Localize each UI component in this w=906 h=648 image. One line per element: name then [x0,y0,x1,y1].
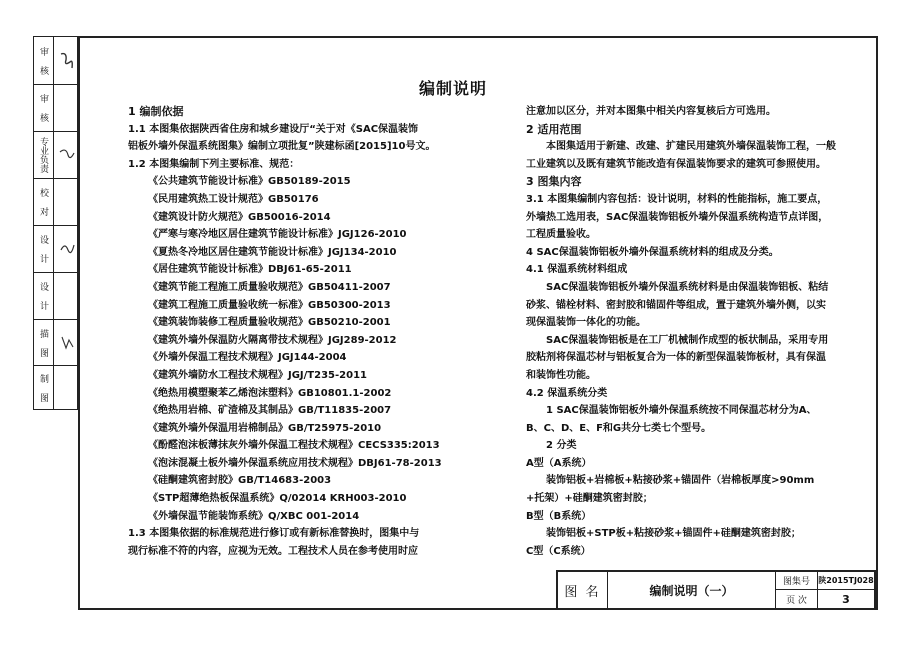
sidebar-cell [34,272,77,319]
text-line: 《外墙外保温工程技术规程》JGJ144-2004 [148,352,347,364]
text-line: 铝板外墙外保温系统图集》编制立项批复”陕建标函[2015]10号文。 [128,141,436,153]
sidebar-label: 设 计 [34,273,54,319]
text-line: 工程质量验收。 [526,229,596,241]
signature-icon [58,50,76,72]
text-line: 胶粘剂将保温芯材与铝板复合为一体的新型保温装饰板材，具有保温 [526,352,826,364]
text-line: 4.2 保温系统分类 [526,387,608,399]
text-line: 《泡沫混凝土板外墙外保温系统应用技术规程》DBJ61-78-2013 [148,457,442,469]
text-line: 装饰铝板+岩棉板+粘接砂浆+锚固件（岩棉板厚度>90mm [546,475,815,487]
sidebar-cell [34,131,77,178]
text-line: 3.1 本图集编制内容包括：设计说明，材料的性能指标，施工要点， [526,193,828,205]
text-line: +托架）+硅酮建筑密封胶； [526,493,653,505]
sidebar-cell [34,225,77,272]
text-line: 1.1 本图集依据陕西省住房和城乡建设厅“关于对《SAC保温装饰 [128,123,419,135]
text-line: 装饰铝板+STP板+粘接砂浆+锚固件+硅酮建筑密封胶； [546,528,801,540]
text-line: 4.1 保温系统材料组成 [526,264,628,276]
signature-icon [58,144,76,166]
atlas-no-label: 图集号 [776,572,818,590]
text-line: 《严寒与寒冷地区居住建筑节能设计标准》JGJ126-2010 [148,229,407,241]
text-line: 《居住建筑节能设计标准》DBJ61-65-2011 [148,264,352,276]
drawing-name: 编制说明（一） [608,572,776,608]
sidebar-label: 审 核 [34,37,54,84]
text-line: 《硅酮建筑密封胶》GB/T14683-2003 [148,475,332,487]
text-line: 1.3 本图集依据的标准规范进行修订或有新标准替换时，图集中与 [128,528,420,540]
text-line: 外墙热工选用表，SAC保温装饰铝板外墙外保温系统构造节点详图， [526,211,829,223]
text-line: 《建筑节能工程施工质量验收规范》GB50411-2007 [148,281,391,293]
text-line: 和装饰性功能。 [526,369,596,381]
text-line: 《建筑工程施工质量验收统一标准》GB50300-2013 [148,299,391,311]
signature-icon [58,332,76,354]
text-line: 现行标准不符的内容，应视为无效。工程技术人员在参考使用时应 [128,545,418,557]
text-line: 《建筑设计防火规范》GB50016-2014 [148,211,331,223]
sidebar-label: 设 计 [34,226,54,272]
text-line: 《夏热冬冷地区居住建筑节能设计标准》JGJ134-2010 [148,246,397,258]
title-block-label: 图 名 [558,572,608,608]
page-no-label: 页 次 [776,590,818,608]
text-line: 《公共建筑节能设计标准》GB50189-2015 [148,176,351,188]
right-column [526,103,836,560]
left-column [128,103,442,560]
text-line: 《建筑外墙外保温防火隔离带技术规程》JGJ289-2012 [148,334,397,346]
text-line: 1 编制依据 [128,105,184,118]
text-line: 2 分类 [546,440,577,452]
text-line: SAC保温装饰铝板外墙外保温系统材料是由保温装饰铝板、粘结 [546,281,829,293]
sidebar-label: 审 核 [34,85,54,131]
sidebar-cell [34,319,77,365]
text-line: 《建筑外墙防水工程技术规程》JGJ/T235-2011 [148,369,367,381]
sidebar-cell [34,365,77,409]
sidebar-label: 描 图 [34,320,54,365]
text-line: 《民用建筑热工设计规范》GB50176 [148,193,319,205]
text-line: 《STP超薄绝热板保温系统》Q/02014 KRH003-2010 [148,493,407,505]
text-line: 注意加以区分，并对本图集中相关内容复核后方可选用。 [526,106,776,117]
signature-icon [58,238,76,260]
text-line: 1.2 本图集编制下列主要标准、规范： [128,158,300,170]
text-line: 《绝热用岩棉、矿渣棉及其制品》GB/T11835-2007 [148,405,392,417]
text-line: 《酚醛泡沫板薄抹灰外墙外保温工程技术规程》CECS335:2013 [148,440,440,452]
text-line: SAC保温装饰铝板是在工厂机械制作成型的板状制品，采用专用 [546,334,829,346]
text-line: 1 SAC保温装饰铝板外墙外保温系统按不同保温芯材分为A、 [546,405,817,417]
sidebar-cell [34,178,77,225]
sidebar-label: 制 图 [34,366,54,409]
text-line: A型（A系统） [526,457,592,469]
text-line: 《绝热用模塑聚苯乙烯泡沫塑料》GB10801.1-2002 [148,387,392,399]
text-line: B型（B系统） [526,510,592,522]
text-line: 工业建筑以及既有建筑节能改造有保温装饰要求的建筑可参照使用。 [526,158,826,170]
text-line: 现保温装饰一体化的功能。 [526,317,646,329]
text-line: 2 适用范围 [526,122,582,136]
title-block [556,570,876,610]
text-line: C型（C系统） [526,545,591,557]
text-line: 4 SAC保温装饰铝板外墙外保温系统材料的组成及分类。 [526,246,779,258]
sidebar-label: 校 对 [34,179,54,225]
text-line: 《建筑外墙外保温用岩棉制品》GB/T25975-2010 [148,422,382,434]
text-line: 本图集适用于新建、改建、扩建民用建筑外墙保温装饰工程，一般 [546,141,836,153]
text-line: 《建筑装饰装修工程质量验收规范》GB50210-2001 [148,317,391,329]
page-title: 编制说明 [418,79,487,98]
text-line: B、C、D、E、F和G共分七类七个型号。 [526,422,712,434]
text-line: 《外墙保温节能装饰系统》Q/XBC 001-2014 [148,510,360,522]
text-line: 3 图集内容 [526,175,582,189]
sidebar-label: 专业负责 [34,132,54,178]
page-no: 3 [842,592,850,606]
text-line: 砂浆、锚栓材料、密封胶和锚固件等组成，置于建筑外墙外侧，以实 [526,299,826,311]
atlas-no: 陕2015TJ028 [818,572,874,590]
